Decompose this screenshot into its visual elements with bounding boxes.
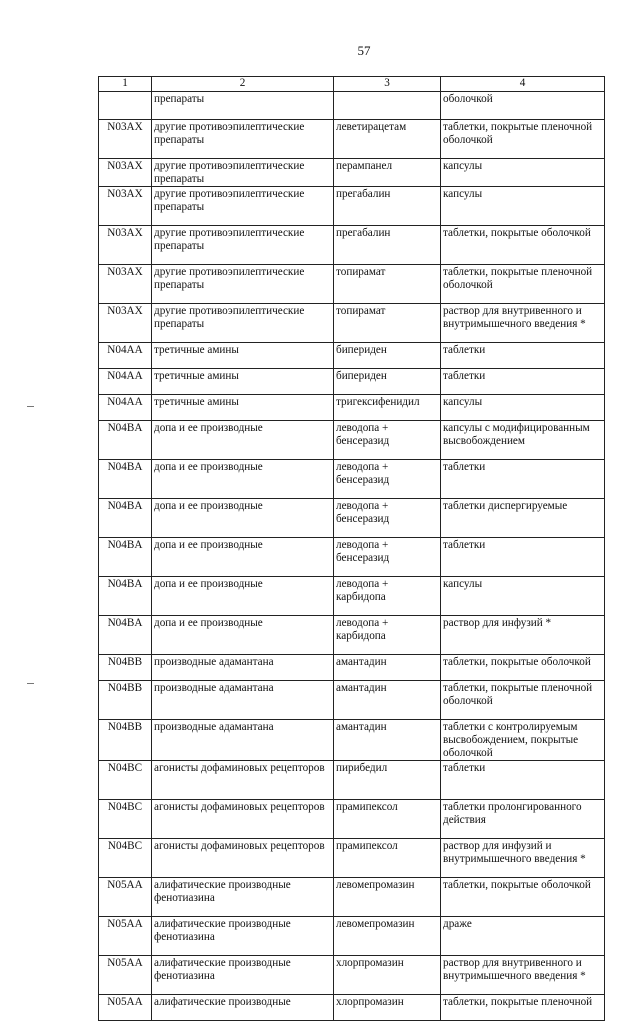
drug-name-cell	[334, 92, 441, 120]
group-cell: другие противоэпилептические препараты	[152, 159, 334, 187]
atc-code-cell: N05AA	[99, 917, 152, 956]
group-cell: допа и ее производные	[152, 538, 334, 577]
group-cell: другие противоэпилептические препараты	[152, 304, 334, 343]
atc-code-cell: N05AA	[99, 995, 152, 1021]
atc-code-cell: N04BA	[99, 538, 152, 577]
group-cell: допа и ее производные	[152, 460, 334, 499]
atc-code-cell: N03AX	[99, 159, 152, 187]
column-header: 1	[99, 77, 152, 92]
dosage-form-cell: раствор для инфузий и внутримышечного введения *	[441, 839, 605, 878]
table-row	[99, 159, 605, 187]
drug-name-cell: прамипексол	[334, 839, 441, 878]
dosage-form-cell: капсулы	[441, 187, 605, 226]
group-cell: другие противоэпилептические препараты	[152, 265, 334, 304]
atc-code-cell: N03AX	[99, 187, 152, 226]
group-cell: другие противоэпилептические препараты	[152, 226, 334, 265]
group-cell: третичные амины	[152, 395, 334, 421]
dosage-form-cell: таблетки, покрытые оболочкой	[441, 655, 605, 681]
drug-name-cell: прамипексол	[334, 800, 441, 839]
atc-code-cell: N04AA	[99, 343, 152, 369]
drug-name-cell: перампанел	[334, 159, 441, 187]
drug-name-cell: левомепромазин	[334, 878, 441, 917]
dosage-form-cell: таблетки	[441, 343, 605, 369]
drug-name-cell: леводопа + бенсеразид	[334, 538, 441, 577]
dosage-form-cell: таблетки, покрытые пленочной оболочкой	[441, 681, 605, 720]
group-cell: алифатические производные фенотиазина	[152, 917, 334, 956]
group-cell: производные адамантана	[152, 655, 334, 681]
drug-name-cell: прегабалин	[334, 187, 441, 226]
table-row	[99, 655, 605, 681]
table-row	[99, 369, 605, 395]
dosage-form-cell: раствор для инфузий *	[441, 616, 605, 655]
dosage-form-cell: капсулы	[441, 577, 605, 616]
table-row	[99, 120, 605, 159]
table-row	[99, 616, 605, 655]
table-row	[99, 956, 605, 995]
dosage-form-cell: таблетки	[441, 538, 605, 577]
table-row	[99, 878, 605, 917]
group-cell: допа и ее производные	[152, 421, 334, 460]
atc-code-cell: N04AA	[99, 369, 152, 395]
table-row	[99, 681, 605, 720]
drug-name-cell: хлорпромазин	[334, 995, 441, 1021]
group-cell: производные адамантана	[152, 681, 334, 720]
drug-name-cell: топирамат	[334, 265, 441, 304]
table-row	[99, 187, 605, 226]
dosage-form-cell: таблетки, покрытые пленочной оболочкой	[441, 120, 605, 159]
drug-name-cell: леводопа + карбидопа	[334, 577, 441, 616]
table-row	[99, 720, 605, 761]
dosage-form-cell: оболочкой	[441, 92, 605, 120]
drug-name-cell: амантадин	[334, 720, 441, 761]
atc-code-cell: N04AA	[99, 395, 152, 421]
group-cell: агонисты дофаминовых рецепторов	[152, 761, 334, 800]
table-row	[99, 538, 605, 577]
atc-code-cell: N04BC	[99, 761, 152, 800]
group-cell: агонисты дофаминовых рецепторов	[152, 800, 334, 839]
atc-code-cell: N04BA	[99, 421, 152, 460]
group-cell: допа и ее производные	[152, 616, 334, 655]
table-row	[99, 421, 605, 460]
atc-code-cell: N03AX	[99, 265, 152, 304]
group-cell: допа и ее производные	[152, 577, 334, 616]
table-row	[99, 92, 605, 120]
group-cell: другие противоэпилептические препараты	[152, 187, 334, 226]
drug-name-cell: леводопа + карбидопа	[334, 616, 441, 655]
atc-code-cell: N03AX	[99, 226, 152, 265]
group-cell: производные адамантана	[152, 720, 334, 761]
table-row	[99, 577, 605, 616]
drug-name-cell: левомепромазин	[334, 917, 441, 956]
dosage-form-cell: таблетки	[441, 761, 605, 800]
dosage-form-cell: капсулы	[441, 395, 605, 421]
table-row	[99, 995, 605, 1021]
group-cell: агонисты дофаминовых рецепторов	[152, 839, 334, 878]
drug-name-cell: прегабалин	[334, 226, 441, 265]
dosage-form-cell: драже	[441, 917, 605, 956]
atc-code-cell: N04BA	[99, 616, 152, 655]
table-row	[99, 226, 605, 265]
group-cell: третичные амины	[152, 369, 334, 395]
dosage-form-cell: таблетки, покрытые пленочной оболочкой	[441, 265, 605, 304]
drug-name-cell: амантадин	[334, 681, 441, 720]
atc-code-cell: N04BB	[99, 681, 152, 720]
drug-name-cell: тригексифенидил	[334, 395, 441, 421]
drug-name-cell: топирамат	[334, 304, 441, 343]
atc-code-cell: N03AX	[99, 304, 152, 343]
group-cell: алифатические производные фенотиазина	[152, 956, 334, 995]
table-row	[99, 839, 605, 878]
table-row	[99, 343, 605, 369]
table-row	[99, 460, 605, 499]
atc-code-cell: N04BC	[99, 800, 152, 839]
drug-name-cell: леветирацетам	[334, 120, 441, 159]
atc-code-cell	[99, 92, 152, 120]
table-row	[99, 265, 605, 304]
group-cell: алифатические производные фенотиазина	[152, 878, 334, 917]
atc-code-cell: N04BA	[99, 460, 152, 499]
dosage-form-cell: таблетки, покрытые оболочкой	[441, 878, 605, 917]
table-row	[99, 761, 605, 800]
atc-code-cell: N04BA	[99, 577, 152, 616]
drug-name-cell: хлорпромазин	[334, 956, 441, 995]
dosage-form-cell: капсулы	[441, 159, 605, 187]
dosage-form-cell: таблетки диспергируемые	[441, 499, 605, 538]
drug-table	[98, 76, 605, 1021]
group-cell: третичные амины	[152, 343, 334, 369]
dosage-form-cell: таблетки	[441, 460, 605, 499]
drug-name-cell: бипериден	[334, 343, 441, 369]
group-cell: алифатические производные	[152, 995, 334, 1021]
page-number: 57	[357, 43, 371, 58]
atc-code-cell: N04BB	[99, 720, 152, 761]
column-header: 4	[441, 77, 605, 92]
drug-name-cell: леводопа + бенсеразид	[334, 421, 441, 460]
table-row	[99, 395, 605, 421]
table-row	[99, 917, 605, 956]
dosage-form-cell: таблетки, покрытые оболочкой	[441, 226, 605, 265]
group-cell: допа и ее производные	[152, 499, 334, 538]
drug-name-cell: пирибедил	[334, 761, 441, 800]
table-row	[99, 800, 605, 839]
column-header: 3	[334, 77, 441, 92]
drug-name-cell: леводопа + бенсеразид	[334, 460, 441, 499]
drug-name-cell: леводопа + бенсеразид	[334, 499, 441, 538]
dosage-form-cell: таблетки пролонгированного действия	[441, 800, 605, 839]
atc-code-cell: N05AA	[99, 878, 152, 917]
margin-mark	[27, 406, 34, 407]
drug-name-cell: амантадин	[334, 655, 441, 681]
dosage-form-cell: таблетки, покрытые пленочной	[441, 995, 605, 1021]
atc-code-cell: N03AX	[99, 120, 152, 159]
group-cell: препараты	[152, 92, 334, 120]
drug-name-cell: бипериден	[334, 369, 441, 395]
atc-code-cell: N04BC	[99, 839, 152, 878]
dosage-form-cell: капсулы с модифицированным высвобождением	[441, 421, 605, 460]
column-header: 2	[152, 77, 334, 92]
margin-mark	[27, 683, 34, 684]
atc-code-cell: N04BB	[99, 655, 152, 681]
atc-code-cell: N05AA	[99, 956, 152, 995]
dosage-form-cell: раствор для внутривенного и внутримышечного введения *	[441, 956, 605, 995]
table-row	[99, 304, 605, 343]
dosage-form-cell: таблетки с контролируемым высвобождением, покрытые оболочкой	[441, 720, 605, 761]
dosage-form-cell: таблетки	[441, 369, 605, 395]
atc-code-cell: N04BA	[99, 499, 152, 538]
table-header-row	[99, 77, 605, 92]
dosage-form-cell: раствор для внутривенного и внутримышечного введения *	[441, 304, 605, 343]
group-cell: другие противоэпилептические препараты	[152, 120, 334, 159]
table-row	[99, 499, 605, 538]
